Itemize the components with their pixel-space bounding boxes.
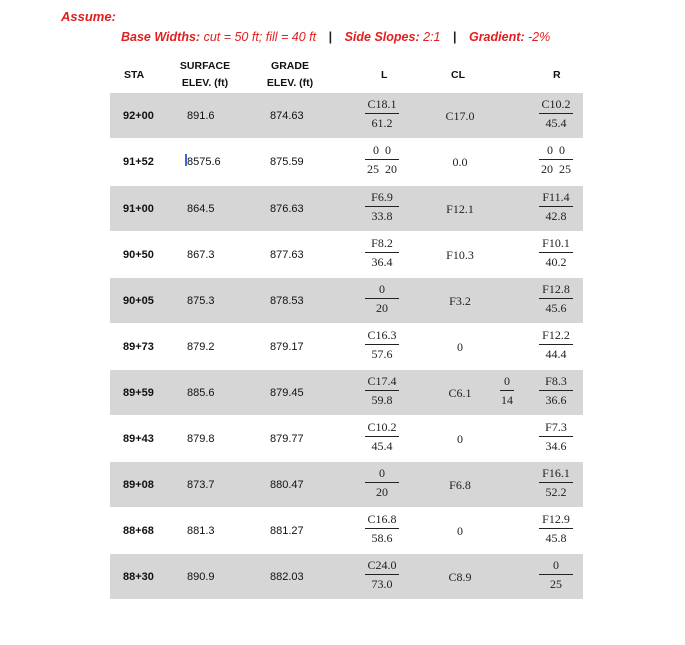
right-fraction bbox=[539, 375, 573, 407]
left-fraction-numerator: C16.3 bbox=[365, 329, 399, 345]
station-cell: 92+00 bbox=[123, 110, 154, 122]
centerline-cell: 0 bbox=[457, 524, 463, 538]
assume-label: Assume: bbox=[61, 9, 116, 24]
grade-elev-cell: 874.63 bbox=[270, 110, 304, 122]
surface-elev-cell: 891.6 bbox=[187, 110, 215, 122]
station-cell: 89+73 bbox=[123, 341, 154, 353]
right-fraction-denominator: 34.6 bbox=[545, 439, 567, 453]
header-grade-elev bbox=[260, 58, 320, 92]
table-row bbox=[110, 278, 583, 323]
left-fraction-denominator: 45.4 bbox=[371, 439, 393, 453]
right-fraction-denominator: 20 25 bbox=[541, 162, 571, 176]
station-cell: 90+50 bbox=[123, 249, 154, 261]
right-fraction bbox=[539, 329, 573, 361]
left-fraction-numerator: 0 bbox=[365, 283, 399, 299]
right-fraction-numerator: F12.9 bbox=[539, 513, 573, 529]
right-fraction-denominator: 25 bbox=[550, 577, 562, 591]
separator: | bbox=[328, 30, 333, 44]
centerline-cell: F6.8 bbox=[449, 478, 471, 492]
right-fraction-denominator: 52.2 bbox=[545, 485, 567, 499]
right-fraction-numerator: 0 bbox=[539, 559, 573, 575]
centerline-cell: 0.0 bbox=[452, 155, 468, 169]
station-cell: 88+68 bbox=[123, 525, 154, 537]
centerline-cell: C8.9 bbox=[448, 570, 472, 584]
base-widths-value: cut = 50 ft; fill = 40 ft bbox=[203, 30, 317, 44]
table-row bbox=[110, 232, 583, 277]
header-l: L bbox=[381, 69, 388, 81]
grade-elev-cell: 879.45 bbox=[270, 387, 304, 399]
right-fraction-denominator: 36.6 bbox=[545, 393, 567, 407]
grade-elev-cell: 875.59 bbox=[270, 156, 304, 168]
right-fraction-numerator: F16.1 bbox=[539, 467, 573, 483]
left-fraction bbox=[365, 283, 399, 315]
left-fraction-numerator: C17.4 bbox=[365, 375, 399, 391]
grade-elev-cell: 876.63 bbox=[270, 203, 304, 215]
surface-elev-cell: 873.7 bbox=[187, 479, 215, 491]
surface-elev-cell: 879.2 bbox=[187, 341, 215, 353]
left-fraction-numerator: F6.9 bbox=[365, 191, 399, 207]
left-fraction bbox=[365, 237, 399, 269]
side-slopes-value: 2:1 bbox=[423, 30, 441, 44]
header-grade-line2: ELEV. (ft) bbox=[266, 77, 314, 89]
left-fraction-numerator: C24.0 bbox=[365, 559, 399, 575]
right-fraction-numerator: C10.2 bbox=[539, 98, 573, 114]
right-fraction-numerator: F12.2 bbox=[539, 329, 573, 345]
left-fraction-numerator: 0 0 bbox=[365, 144, 399, 160]
centerline-cell: 0 bbox=[457, 432, 463, 446]
surface-elev-cell: 881.3 bbox=[187, 525, 215, 537]
right-fraction-denominator: 45.8 bbox=[545, 531, 567, 545]
table-row bbox=[110, 554, 583, 599]
station-cell: 90+05 bbox=[123, 295, 154, 307]
left-fraction-denominator: 59.8 bbox=[371, 393, 393, 407]
mid-fraction-denominator: 14 bbox=[501, 393, 513, 407]
right-fraction bbox=[539, 421, 573, 453]
left-fraction-numerator: C10.2 bbox=[365, 421, 399, 437]
header-surface-elev bbox=[175, 58, 235, 92]
left-fraction bbox=[365, 98, 399, 130]
surface-elev-cell: 864.5 bbox=[187, 203, 215, 215]
header-cl: CL bbox=[451, 69, 465, 81]
centerline-cell: C17.0 bbox=[445, 109, 475, 123]
left-fraction bbox=[365, 513, 399, 545]
right-fraction-numerator: F12.8 bbox=[539, 283, 573, 299]
right-fraction-numerator: F7.3 bbox=[539, 421, 573, 437]
grade-elev-cell: 878.53 bbox=[270, 295, 304, 307]
grade-elev-cell: 879.17 bbox=[270, 341, 304, 353]
table-row bbox=[110, 324, 583, 369]
left-fraction bbox=[365, 467, 399, 499]
right-fraction bbox=[539, 467, 573, 499]
base-widths-label: Base Widths: bbox=[121, 30, 201, 44]
station-cell: 91+52 bbox=[123, 156, 154, 168]
left-fraction-denominator: 73.0 bbox=[371, 577, 393, 591]
left-fraction bbox=[365, 421, 399, 453]
right-fraction-numerator: F11.4 bbox=[539, 191, 573, 207]
mid-fraction bbox=[500, 375, 514, 407]
left-fraction-denominator: 20 bbox=[376, 485, 388, 499]
right-fraction bbox=[539, 98, 573, 130]
gradient-label: Gradient: bbox=[468, 30, 525, 44]
right-fraction-numerator: F8.3 bbox=[539, 375, 573, 391]
right-fraction bbox=[539, 513, 573, 545]
gradient-value: -2% bbox=[528, 30, 551, 44]
right-fraction-denominator: 45.6 bbox=[545, 301, 567, 315]
right-fraction-numerator: 0 0 bbox=[539, 144, 573, 160]
left-fraction-denominator: 36.4 bbox=[371, 255, 393, 269]
left-fraction-denominator: 20 bbox=[376, 301, 388, 315]
side-slopes-label: Side Slopes: bbox=[344, 30, 420, 44]
right-fraction-denominator: 45.4 bbox=[545, 116, 567, 130]
right-fraction bbox=[539, 559, 573, 591]
header-surface-line2: ELEV. (ft) bbox=[181, 77, 229, 89]
table-row bbox=[110, 370, 583, 415]
centerline-cell: 0 bbox=[457, 340, 463, 354]
right-fraction-denominator: 44.4 bbox=[545, 347, 567, 361]
centerline-cell: F10.3 bbox=[446, 248, 474, 262]
right-fraction bbox=[539, 237, 573, 269]
centerline-cell: F12.1 bbox=[446, 202, 474, 216]
assumptions-line bbox=[121, 30, 550, 44]
surface-elev-cell: 8575.6 bbox=[187, 156, 221, 168]
mid-fraction-numerator: 0 bbox=[500, 375, 514, 391]
surface-elev-cell: 890.9 bbox=[187, 571, 215, 583]
surface-elev-cell: 867.3 bbox=[187, 249, 215, 261]
surface-elev-cell: 879.8 bbox=[187, 433, 215, 445]
surface-elev-cell: 885.6 bbox=[187, 387, 215, 399]
left-fraction-numerator: C16.8 bbox=[365, 513, 399, 529]
left-fraction-numerator: C18.1 bbox=[365, 98, 399, 114]
station-cell: 89+59 bbox=[123, 387, 154, 399]
right-fraction-numerator: F10.1 bbox=[539, 237, 573, 253]
right-fraction bbox=[539, 191, 573, 223]
station-cell: 91+00 bbox=[123, 203, 154, 215]
right-fraction bbox=[539, 144, 573, 176]
station-cell: 88+30 bbox=[123, 571, 154, 583]
left-fraction bbox=[365, 144, 399, 176]
grade-elev-cell: 879.77 bbox=[270, 433, 304, 445]
table-row bbox=[110, 93, 583, 138]
header-grade-line1: GRADE bbox=[271, 60, 309, 72]
table-row bbox=[110, 416, 583, 461]
grade-elev-cell: 881.27 bbox=[270, 525, 304, 537]
grade-elev-cell: 877.63 bbox=[270, 249, 304, 261]
grade-elev-cell: 882.03 bbox=[270, 571, 304, 583]
text-cursor-mark bbox=[185, 154, 187, 166]
surface-elev-cell: 875.3 bbox=[187, 295, 215, 307]
left-fraction-denominator: 58.6 bbox=[371, 531, 393, 545]
header-r: R bbox=[553, 69, 561, 81]
left-fraction-denominator: 33.8 bbox=[371, 209, 393, 223]
left-fraction-denominator: 57.6 bbox=[371, 347, 393, 361]
left-fraction bbox=[365, 559, 399, 591]
centerline-cell: F3.2 bbox=[449, 294, 471, 308]
table-row bbox=[110, 139, 583, 184]
table-row bbox=[110, 462, 583, 507]
left-fraction-numerator: 0 bbox=[365, 467, 399, 483]
right-fraction bbox=[539, 283, 573, 315]
station-cell: 89+08 bbox=[123, 479, 154, 491]
left-fraction bbox=[365, 329, 399, 361]
left-fraction-denominator: 61.2 bbox=[371, 116, 393, 130]
grade-elev-cell: 880.47 bbox=[270, 479, 304, 491]
right-fraction-denominator: 42.8 bbox=[545, 209, 567, 223]
left-fraction bbox=[365, 375, 399, 407]
header-sta: STA bbox=[124, 69, 145, 81]
table-row bbox=[110, 508, 583, 553]
left-fraction-denominator: 25 20 bbox=[367, 162, 397, 176]
left-fraction-numerator: F8.2 bbox=[365, 237, 399, 253]
table-row bbox=[110, 186, 583, 231]
centerline-cell: C6.1 bbox=[448, 386, 472, 400]
header-surface-line1: SURFACE bbox=[179, 60, 231, 72]
separator: | bbox=[452, 30, 457, 44]
left-fraction bbox=[365, 191, 399, 223]
station-cell: 89+43 bbox=[123, 433, 154, 445]
right-fraction-denominator: 40.2 bbox=[545, 255, 567, 269]
